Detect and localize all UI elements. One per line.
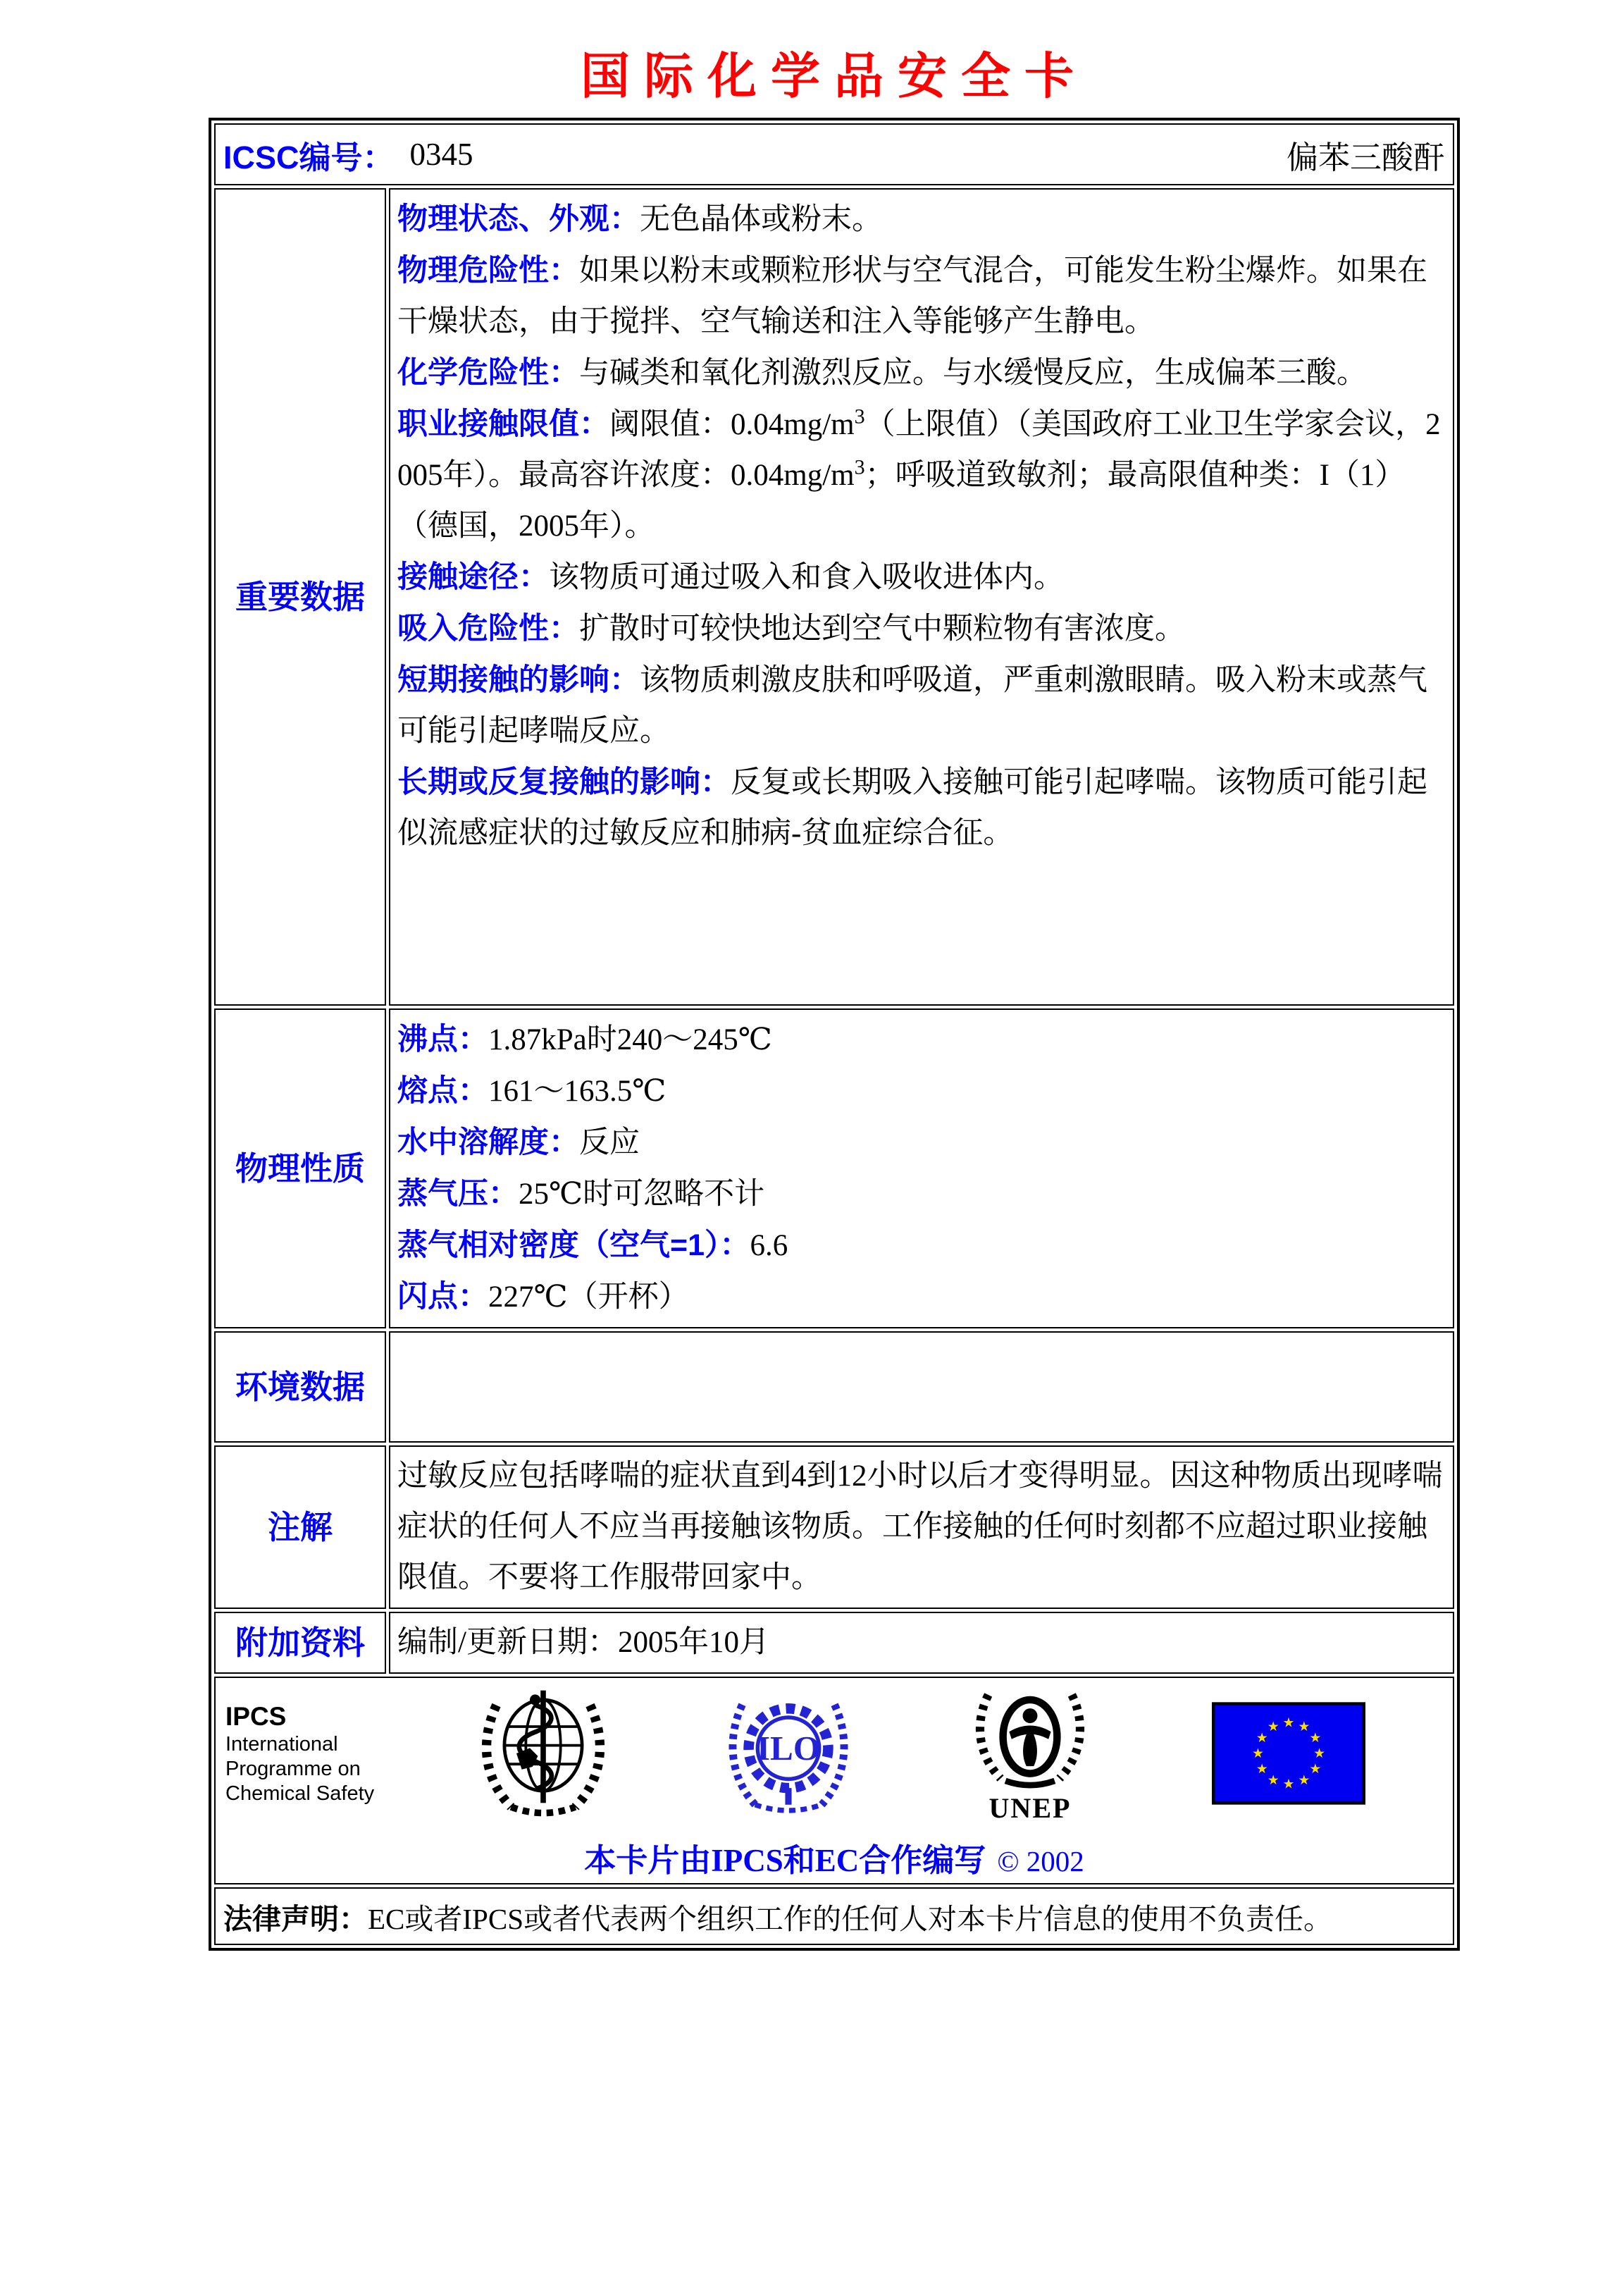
environmental-data-content [389, 1331, 1454, 1443]
icsc-number-group [223, 132, 473, 178]
svg-text:★: ★ [1256, 1730, 1268, 1746]
ipcs-subtitle-line: International [225, 1732, 338, 1756]
legal-notice-label: 法律声明： [223, 1902, 368, 1935]
field-label: 水中溶解度： [397, 1125, 579, 1159]
field-text: 阈限值：0.04mg/m [609, 408, 855, 441]
physical-properties-content [389, 1008, 1454, 1328]
field-text: 反应 [579, 1126, 640, 1159]
field-text: 与碱类和氧化剂激烈反应。与水缓慢反应，生成偏苯三酸。 [579, 357, 1367, 390]
svg-text:★: ★ [1267, 1719, 1279, 1735]
field-label: 熔点： [397, 1074, 488, 1108]
notes-row-label: 注解 [214, 1445, 386, 1609]
eu-flag-icon [1212, 1702, 1365, 1805]
field-text: 6.6 [750, 1229, 788, 1262]
field-label: 物理状态、外观： [397, 202, 640, 236]
field-text: 227℃（开杯） [488, 1281, 689, 1314]
field-label: 职业接触限值： [397, 407, 609, 441]
svg-text:★: ★ [1309, 1760, 1322, 1777]
legal-notice-row [214, 1887, 1454, 1945]
icsc-number-label: ICSC编号： [223, 139, 395, 175]
field-label: 沸点： [397, 1023, 488, 1056]
physical-properties-row [214, 1008, 1454, 1328]
field-text: 如果以粉末或颗粒形状与空气混合，可能发生粉尘爆炸。如果在干燥状态，由于搅拌、空气输送和注入等能够产生静电。 [397, 254, 1427, 338]
field-label: 闪点： [397, 1280, 488, 1314]
vapor-relative-density [397, 1220, 1446, 1271]
routes-of-exposure [397, 552, 1446, 603]
svg-text:★: ★ [1251, 1746, 1264, 1761]
ilo-logo-icon [721, 1689, 855, 1818]
who-logo-icon [476, 1684, 610, 1823]
ipcs-title: IPCS [225, 1701, 287, 1731]
field-text: 反复或长期吸入接触可能引起哮喘。该物质可能引起似流感症状的过敏反应和肺病-贫血症综合征。 [397, 766, 1427, 850]
footer-row [214, 1677, 1454, 1884]
chemical-hazards [397, 347, 1446, 399]
vapor-pressure [397, 1168, 1446, 1220]
ipcs-subtitle-line: Chemical Safety [225, 1782, 375, 1805]
prepared-updated-date: 编制/更新日期：2005年10月 [397, 1626, 769, 1659]
chemical-name: 偏苯三酸酐 [1286, 140, 1445, 175]
footer-caption [216, 1834, 1453, 1880]
unep-logo-icon [968, 1685, 1092, 1791]
header-cell [214, 123, 1454, 185]
svg-text:★: ★ [1313, 1746, 1326, 1761]
additional-info-row [214, 1612, 1454, 1674]
field-label: 蒸气压： [397, 1177, 519, 1211]
field-text: 1.87kPa时240～245℃ [488, 1023, 772, 1056]
important-data-content [389, 188, 1454, 1006]
svg-text:★: ★ [1298, 1772, 1310, 1788]
organization-logos [216, 1684, 1453, 1823]
field-label: 物理危险性： [397, 254, 579, 288]
field-label: 吸入危险性： [397, 612, 579, 646]
svg-text:★: ★ [1298, 1719, 1310, 1735]
short-term-effects [397, 655, 1446, 757]
field-label: 化学危险性： [397, 356, 579, 390]
field-text: ；呼吸道致敏剂；最高限值种类：I（1）（德国，2005年）。 [397, 459, 1406, 543]
unep-block [968, 1685, 1092, 1822]
legal-notice-text: EC或者IPCS或者代表两个组织工作的任何人对本卡片信息的使用不负责任。 [368, 1902, 1332, 1935]
field-label: 短期接触的影响： [397, 663, 640, 697]
notes-row [214, 1445, 1454, 1609]
field-text: 该物质可通过吸入和食入吸收进体内。 [549, 561, 1064, 594]
ipcs-subtitle-line: Programme on [225, 1757, 361, 1780]
superscript: 3 [854, 405, 865, 428]
icsc-number-value: 0345 [409, 137, 473, 172]
ipcs-block [225, 1701, 437, 1806]
svg-text:★: ★ [1282, 1715, 1295, 1731]
melting-point [397, 1066, 1446, 1117]
water-solubility [397, 1117, 1446, 1168]
inhalation-risk [397, 603, 1446, 655]
long-term-effects [397, 757, 1446, 859]
icsc-card-table [209, 118, 1460, 1951]
environmental-data-row [214, 1331, 1454, 1443]
additional-info-row-label: 附加资料 [214, 1612, 386, 1674]
copyright-year: © 2002 [997, 1845, 1084, 1877]
svg-text:★: ★ [1282, 1776, 1295, 1792]
field-label: 长期或反复接触的影响： [397, 765, 731, 799]
svg-text:★: ★ [1256, 1760, 1268, 1777]
environmental-data-row-label: 环境数据 [214, 1331, 386, 1443]
physical-hazards [397, 245, 1446, 347]
physical-properties-row-label: 物理性质 [214, 1008, 386, 1328]
cooperation-note: 本卡片由IPCS和EC合作编写 [584, 1843, 986, 1878]
physical-state-appearance [397, 194, 1446, 245]
field-text: 无色晶体或粉末。 [640, 203, 882, 236]
footer-cell [214, 1677, 1454, 1884]
occupational-exposure-limits [397, 399, 1446, 552]
flash-point [397, 1271, 1446, 1323]
notes-content [389, 1445, 1454, 1609]
field-text: 扩散时可较快地达到空气中颗粒物有害浓度。 [579, 612, 1185, 646]
field-text: 25℃时可忽略不计 [519, 1178, 765, 1211]
field-text: （上限值）（美国政府工业卫生学家会议，2005年）。最高容许浓度：0.04mg/m [397, 408, 1441, 492]
svg-text:★: ★ [1267, 1772, 1279, 1788]
svg-text:★: ★ [1309, 1730, 1322, 1746]
field-label: 接触途径： [397, 560, 549, 594]
legal-notice-cell [214, 1887, 1454, 1945]
additional-info-content [389, 1612, 1454, 1674]
header-row [214, 123, 1454, 185]
boiling-point [397, 1014, 1446, 1066]
notes-text: 过敏反应包括哮喘的症状直到4到12小时以后才变得明显。因这种物质出现哮喘症状的任何人不应当再接触该物质。工作接触的任何时刻都不应超过职业接触限值。不要将工作服带回家中。 [397, 1460, 1443, 1594]
unep-letters: UNEP [988, 1791, 1072, 1824]
field-text: 该物质刺激皮肤和呼吸道，严重刺激眼睛。吸入粉末或蒸气可能引起哮喘反应。 [397, 664, 1427, 748]
field-label: 蒸气相对密度（空气=1）： [397, 1228, 750, 1262]
field-text: 161～163.5℃ [488, 1075, 667, 1108]
important-data-row-label: 重要数据 [214, 188, 386, 1006]
page-title: 国际化学品安全卡 [581, 50, 1088, 104]
important-data-row [214, 188, 1454, 1006]
ilo-letters: ILO [756, 1729, 821, 1768]
superscript: 3 [854, 455, 865, 479]
